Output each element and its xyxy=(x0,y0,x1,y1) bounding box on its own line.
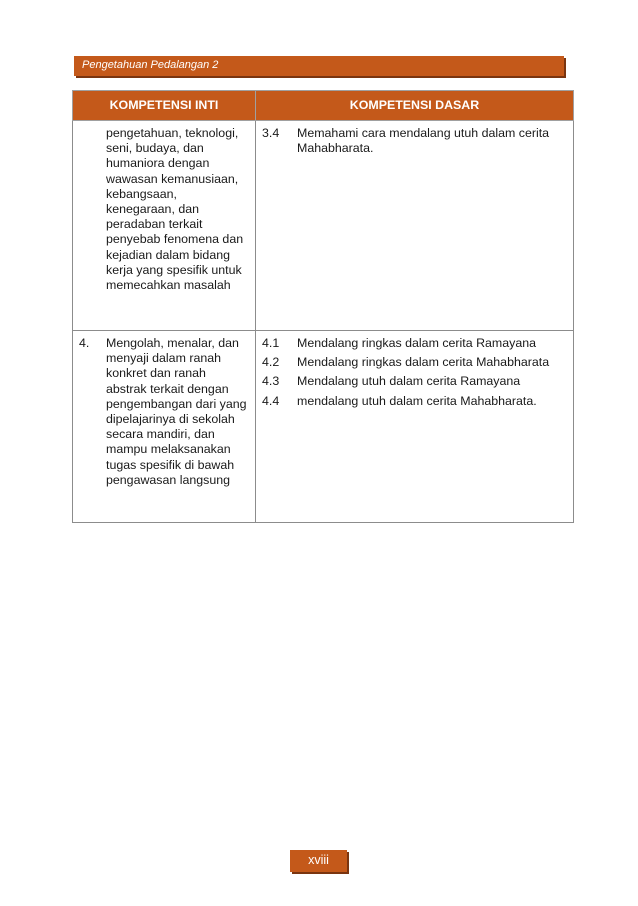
ki-cell xyxy=(73,331,256,523)
table-row xyxy=(73,331,574,523)
ki-number xyxy=(79,126,106,293)
table-row xyxy=(73,121,574,331)
kd-item xyxy=(262,336,567,351)
book-title: Pengetahuan Pedalangan 2 xyxy=(82,59,219,71)
kd-text: mendalang utuh dalam cerita Mahabharata. xyxy=(297,393,537,408)
page-number-tab xyxy=(290,850,347,872)
kd-item xyxy=(262,374,567,389)
kd-cell xyxy=(256,331,574,523)
ki-text: Mengolah, menalar, dan menyaji dalam ranah konkret dan ranah abstrak terkait dengan pengembangan dari yang dipelajarinya di sekolah secara mandiri, dan mampu melaksanakan tugas spesifik di bawah pengawasan langsung xyxy=(106,336,247,487)
ki-cell xyxy=(73,121,256,331)
competency-table xyxy=(72,90,574,523)
header-band xyxy=(74,56,564,76)
kd-number: 4.4 xyxy=(262,393,280,408)
ki-number: 4. xyxy=(79,336,90,350)
kd-item xyxy=(262,126,567,156)
header-kompetensi-dasar: KOMPETENSI DASAR xyxy=(256,91,574,121)
kd-text: Mendalang utuh dalam cerita Ramayana xyxy=(297,374,521,389)
header-kompetensi-inti: KOMPETENSI INTI xyxy=(73,91,256,121)
kd-number: 4.2 xyxy=(262,355,280,370)
kd-text: Memahami cara mendalang utuh dalam cerita Mahabharata. xyxy=(297,126,550,156)
kd-item xyxy=(262,394,567,409)
kd-cell xyxy=(256,121,574,331)
page-number: xviii xyxy=(308,853,329,867)
ki-text: pengetahuan, teknologi, seni, budaya, dan humaniora dengan wawasan kemanusiaan, kebangsaan, kenegaraan, dan peradaban terkait penyebab fenomena dan kejadian dalam bidang kerja yang spesifik untuk memecahkan masalah xyxy=(106,126,244,293)
kd-text: Mendalang ringkas dalam cerita Ramayana xyxy=(297,336,536,350)
kd-number: 3.4 xyxy=(262,126,280,140)
kd-number: 4.3 xyxy=(262,374,280,389)
kd-item xyxy=(262,355,567,370)
kd-text: Mendalang ringkas dalam cerita Mahabharata xyxy=(297,355,550,370)
kd-number: 4.1 xyxy=(262,336,280,350)
table-header-row xyxy=(73,91,574,121)
